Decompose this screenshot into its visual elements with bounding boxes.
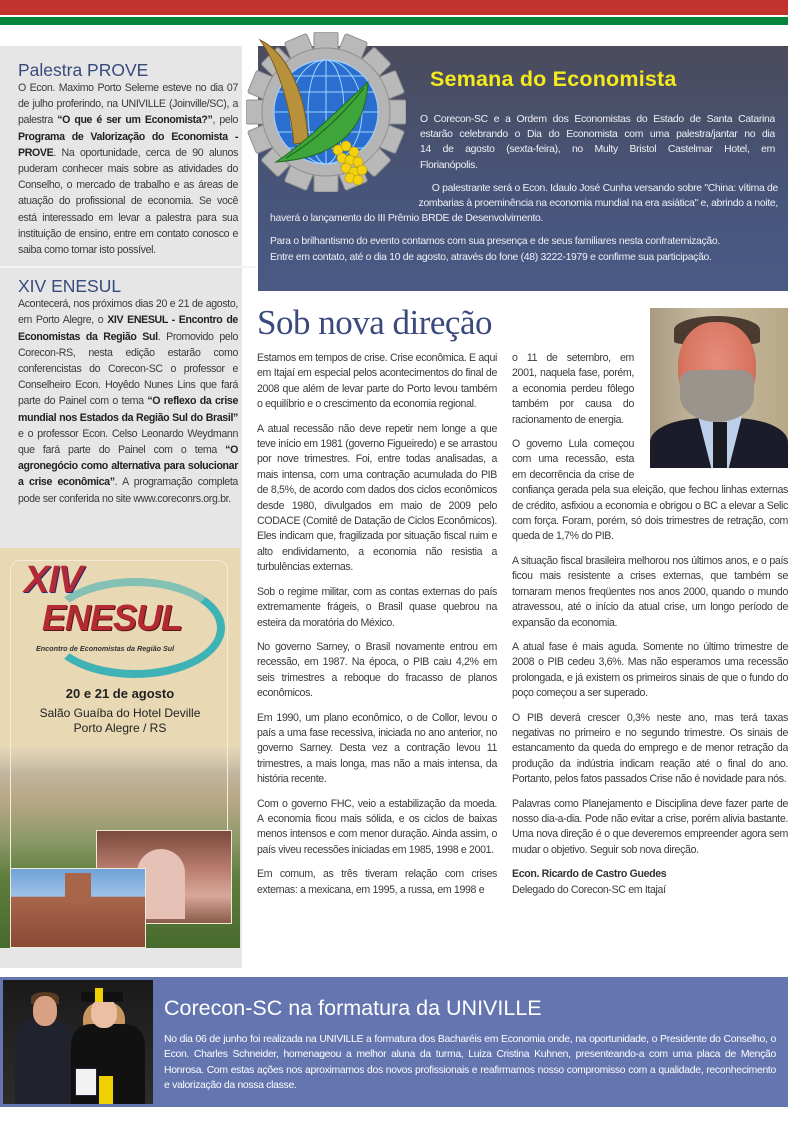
- article-paragraph: Palavras como Planejamento e Disciplina deve fazer parte de nosso dia-a-dia. Pode não evitar a crise, porém alivia bastante. Uma nova direção é o que deveremos empreender agora sem mudar o objetivo. Seguir sob nova direção.: [512, 797, 788, 856]
- banner-p2-line: haverá o lançamento do III Prêmio BRDE de Desenvolvimento.: [270, 213, 544, 225]
- enesul-text: [18, 296, 238, 507]
- article-paragraph: O PIB deverá crescer 0,3% neste ano, mas terá taxas negativas no primeiro e no segundo trimestre. Os sinais de estancamento da queda do emprego e de menor retração da produção da indústria indicam reação até o final do ano. Portanto, pelos fatos passados Crise não é novidade para nós.: [512, 711, 788, 786]
- article-paragraph: Em comum, as três tiveram relação com crises externas: a mexicana, em 1995, a russa, em 1998 e: [257, 868, 497, 896]
- sidebar-content: [18, 60, 238, 507]
- photo-plaque: [75, 1068, 97, 1096]
- poster-venue-name: Salão Guaíba do Hotel Deville: [39, 706, 201, 720]
- article-paragraph: No governo Sarney, o Brasil novamente entrou em recessão, em 1987. Na época, o PIB caiu 4,2% em seis trimestres a reboque do fracasso de planos econômicos.: [257, 640, 497, 700]
- enesul-text-2: . Promovido pelo Corecon-RS, nesta edição estarão como conferencistas do Corecon-SC o professor e Conselheiro Econ. Hoyêdo Nunes Lins que fará parte do Painel com o tema: [18, 330, 238, 408]
- enesul-poster: [0, 548, 240, 948]
- prove-title: Palestra PROVE: [18, 60, 149, 80]
- header-stripe-red: [0, 0, 788, 15]
- article-column-1: [257, 351, 497, 907]
- prove-bold-2: Programa de Valorização do Economista - PROVE: [18, 130, 238, 159]
- enesul-bold-3: “O agronegócio como alternativa para solucionar a crise econômica”: [18, 444, 238, 489]
- article-paragraph: Em 1990, um plano econômico, o de Collor, levou o país a uma fase recessiva, iniciada no ano anterior, no governo Sarney. Desta vez a contração levou 11 trimestres, a mais longa, mas não a mais intensa, da história recente.: [257, 711, 497, 786]
- formatura-photo: [3, 980, 153, 1104]
- article-paragraph: A atual recessão não deve repetir nem longe a que teve início em 1981 (governo Figueiredo) e se arrastou por nove trimestres. Foi, entre todas analisadas, a mais intensa, com uma contração acumulada do PIB de 8,5%, de acordo com dados dos ciclos econômicos desde 1980, divulgados em maio de 2009 pelo CODACE (Comitê de Datação de Ciclos Econômicos). Eles indicam que, fragilizada por situação fiscal ruim e alto endividamento, a economia não resistia a turbulências externas.: [257, 422, 497, 574]
- lula-text-end: confiança gerada pela sua eleição, que fechou linhas externas de crédito, asfixiou a economia e obrigou o BC a elevar a Selic com força. Foram, porém, só dois trimestres de retração, com queda de 1,7% do PIB.: [512, 484, 788, 543]
- poster-logo-enesul: ENESUL: [42, 597, 183, 638]
- sidebar-divider: [0, 266, 256, 268]
- article-paragraph: A atual fase é mais aguda. Somente no último trimestre de 2008 o PIB cedeu 3,6%. Mas não esperamos uma recessão prolongada, e já existem os primeiros sinais de que o fundo do poço começou a ser superado.: [512, 640, 788, 700]
- article-paragraph: A situação fiscal brasileira melhorou nos últimos anos, e o país ficou mais resistente a crises externas, que também se tornaram menos freqüentes nos anos 2000, quando o mundo atravessou, até o início da atual crise, um longo período de expansão da economia.: [512, 554, 788, 629]
- formatura-title: Corecon-SC na formatura da UNIVILLE: [164, 996, 542, 1020]
- formatura-text: No dia 06 de junho foi realizada na UNIVILLE a formatura dos Bacharéis em Economia onde, na oportunidade, o Presidente do Conselho, o Econ. Charles Schneider, homenageou a melhor aluna da turma, Luiza Cristina Kuhnen, presenteando-a com uma placa de Menção Honrosa. Com estas ações nos aproximamos dos novos profissionais e reafirmamos nosso compromisso com a qualidade, reconhecimento e valorização da nossa classe.: [164, 1034, 776, 1092]
- enesul-bold-2: “O reflexo da crise mundial nos Estados da Região Sul do Brasil”: [18, 395, 239, 424]
- banner-p3-line: Entre em contato, até o dia 10 de agosto, através do fone (48) 3222-1979 e confirme sua participação.: [270, 251, 712, 263]
- article-column-right: [512, 308, 788, 898]
- prove-text: [18, 80, 238, 258]
- formatura-content: [164, 994, 776, 1094]
- prove-section: [18, 60, 238, 258]
- enesul-title: XIV ENESUL: [18, 276, 122, 297]
- photo-tie: [713, 422, 727, 468]
- photo-cap-band: [95, 988, 103, 1002]
- tower-shape: [65, 873, 91, 903]
- enesul-section: [18, 276, 238, 507]
- photo-man-suit: [15, 1020, 75, 1104]
- banner-p1-line: O Corecon-SC e a Ordem dos Economistas do Estado de Santa Catarina: [420, 114, 775, 125]
- photo-woman-face: [91, 998, 117, 1028]
- prove-text-3: . Na oportunidade, cerca de 90 alunos puderam conhecer mais sobre as atividades do Conselho, o mercado de trabalho e as áreas de atuação do profissional de economia. Se você está interessado em levar a palestra para sua instituição de ensino, entre em contato conosco e saiba como tornar isto possível.: [18, 146, 238, 257]
- author-name: Econ. Ricardo de Castro Guedes: [512, 868, 667, 881]
- article-title: Sob nova direção: [257, 303, 492, 342]
- poster-photo-building: [10, 868, 146, 948]
- article-paragraph: Estamos em tempos de crise. Crise econômica. E aqui em Itajaí em especial pelos acontecimentos do final de 2008 que além de levar parte do Porto levou também o equilíbrio e o crescimento da economia regional.: [257, 352, 497, 411]
- banner-p3-line: Para o brilhantismo do evento contamos com sua presença e de seus familiares nesta confraternização.: [270, 236, 720, 248]
- banner-p2-line: O palestrante será o Econ. Idaulo José Cunha versando sobre "China: vítima de: [431, 182, 778, 194]
- header-stripe-green: [0, 17, 788, 25]
- prove-text-2: , pelo: [212, 114, 238, 127]
- banner-p1-line: estarão celebrando o Dia do Economista com uma palestra/jantar no dia: [420, 129, 775, 141]
- lula-text-start: O governo Lula começou com uma recessão, esta em decorrência da crise de: [512, 438, 634, 481]
- enesul-text-1: Acontecerá, nos próximos dias 20 e 21 de agosto, em Porto Alegre, o: [18, 298, 238, 327]
- article-paragraph: Sob o regime militar, com as contas externas do país extremamente frágeis, o Brasil quase quebrou na esteira da moratória do México.: [257, 585, 497, 629]
- poster-logo-xiv: XIV: [24, 559, 83, 601]
- banner-title: Semana do Economista: [430, 67, 677, 91]
- corecon-gear-logo-icon: [246, 32, 406, 192]
- prove-bold-1: “O que é ser um Economista?”: [57, 114, 213, 127]
- poster-city: Porto Alegre / RS: [73, 721, 167, 735]
- banner-p2-line: zombarias à proeminência na economia mundial na era asiática" e, abrindo a noite,: [418, 198, 778, 210]
- enesul-text-4: . A programação completa pode ser conferida no site www.coreconrs.org.br.: [18, 476, 238, 505]
- poster-date: 20 e 21 de agosto: [65, 686, 175, 701]
- banner-paragraph-3: [270, 234, 778, 264]
- poster-venue: [0, 706, 240, 736]
- banner-p1-line: 14 de agosto (sexta-feira), no Multy Bristol Castelmar Hotel, em: [420, 144, 775, 156]
- banner-p1-line: Florianópolis.: [420, 159, 478, 171]
- article-paragraph: o 11 de setembro, em 2001, naquela fase, porém, a economia perdeu fôlego também por causa do racionamento de energia.: [512, 352, 634, 426]
- banner-paragraph-1: [420, 112, 775, 173]
- enesul-bold-1: XIV ENESUL - Encontro de Economistas da Região Sul: [18, 314, 238, 343]
- photo-sash: [99, 1076, 113, 1104]
- photo-beard: [680, 370, 754, 422]
- author-photo: [650, 308, 788, 468]
- photo-man-face: [33, 996, 57, 1026]
- article-paragraph: Com o governo FHC, veio a estabilização da moeda. A economia ficou mais sólida, e os ciclos de baixas menos intensos e com menor duração. Ainda assim, o país viveu recessões iniciadas em 1985, 1998 e 2001.: [257, 797, 497, 856]
- poster-logo-subtitle: Encontro de Economistas da Região Sul: [36, 644, 175, 653]
- prove-text-1: O Econ. Maximo Porto Seleme esteve no dia 07 de julho proferindo, na UNIVILLE (Joinville/SC), a palestra: [18, 82, 238, 127]
- author-role: Delegado do Corecon-SC em Itajaí: [512, 883, 666, 896]
- enesul-text-3: e o professor Econ. Celso Leonardo Weydmann que fará parte do Painel com o tema: [18, 427, 238, 457]
